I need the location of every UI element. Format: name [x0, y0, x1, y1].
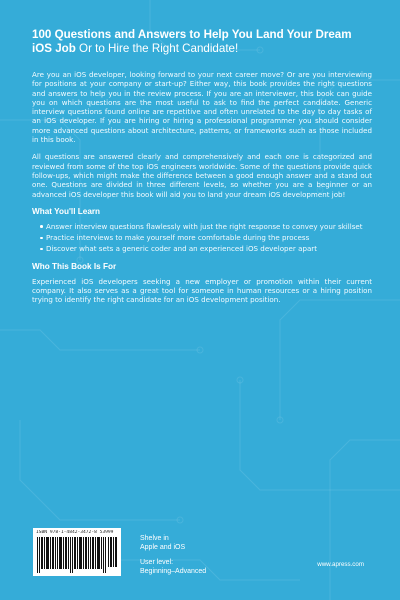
learn-list-item: Answer interview questions flawlessly with just the right response to convey your skillset	[40, 222, 372, 231]
shelve-value: Apple and iOS	[140, 544, 186, 551]
isbn-barcode	[33, 528, 121, 576]
publisher-site: www.apress.com	[317, 561, 364, 568]
intro-paragraph: Are you an iOS developer, looking forward to your next career move? Or are you interviewing for positions at your company or start-up? Either way, this book provides the right questions and answers to help you in the review process. If you are an interviewer, this book can guide you on which questions are the most useful to ask to find the perfect candidate. Generic interview questions found online are repetitive and often unrelated to the day to day tasks of an iOS developer. If you are hiring or hiring a professional programmer you should consider more advanced questions about architecture, patterns, or frameworks such as those included in this book.	[32, 70, 372, 145]
questions-paragraph: All questions are answered clearly and comprehensively and each one is categorized and reviewed from some of the top iOS engineers worldwide. Some of the questions provide quick follow-ups, which might make the difference between a good enough answer and a stand out one. Questions are divided in three different levels, so whether you are a beginner or an advanced iOS developer this book will aid you to land your dream iOS development job!	[32, 152, 372, 199]
shelve-label: Shelve in	[140, 535, 169, 542]
title-sub: Or to Hire the Right Candidate!	[79, 42, 239, 55]
book-title	[32, 28, 372, 56]
learn-list	[32, 222, 372, 254]
learn-list-item: Practice interviews to make yourself more comfortable during the process	[40, 233, 372, 242]
learn-heading: What You'll Learn	[32, 206, 101, 216]
audience-paragraph: Experienced iOS developers seeking a new employer or promotion within their current company. It also serves as a great tool for someone in human resources or a hiring position trying to identify the right candidate for an iOS development position.	[32, 276, 372, 305]
back-cover-text	[32, 28, 372, 313]
audience-heading: Who This Book Is For	[32, 261, 117, 271]
level-value: Beginning–Advanced	[140, 568, 207, 575]
title-main: 100 Questions and Answers to Help You Land Your Dream iOS Job	[32, 28, 352, 55]
learn-list-item: Discover what sets a generic coder and an experienced iOS developer apart	[40, 244, 372, 253]
barcode-bars	[37, 537, 117, 573]
shelving-info	[140, 534, 206, 576]
level-label: User level:	[140, 559, 174, 566]
isbn-text: ISBN 978-1-4842-3472-8 53999	[36, 530, 114, 535]
